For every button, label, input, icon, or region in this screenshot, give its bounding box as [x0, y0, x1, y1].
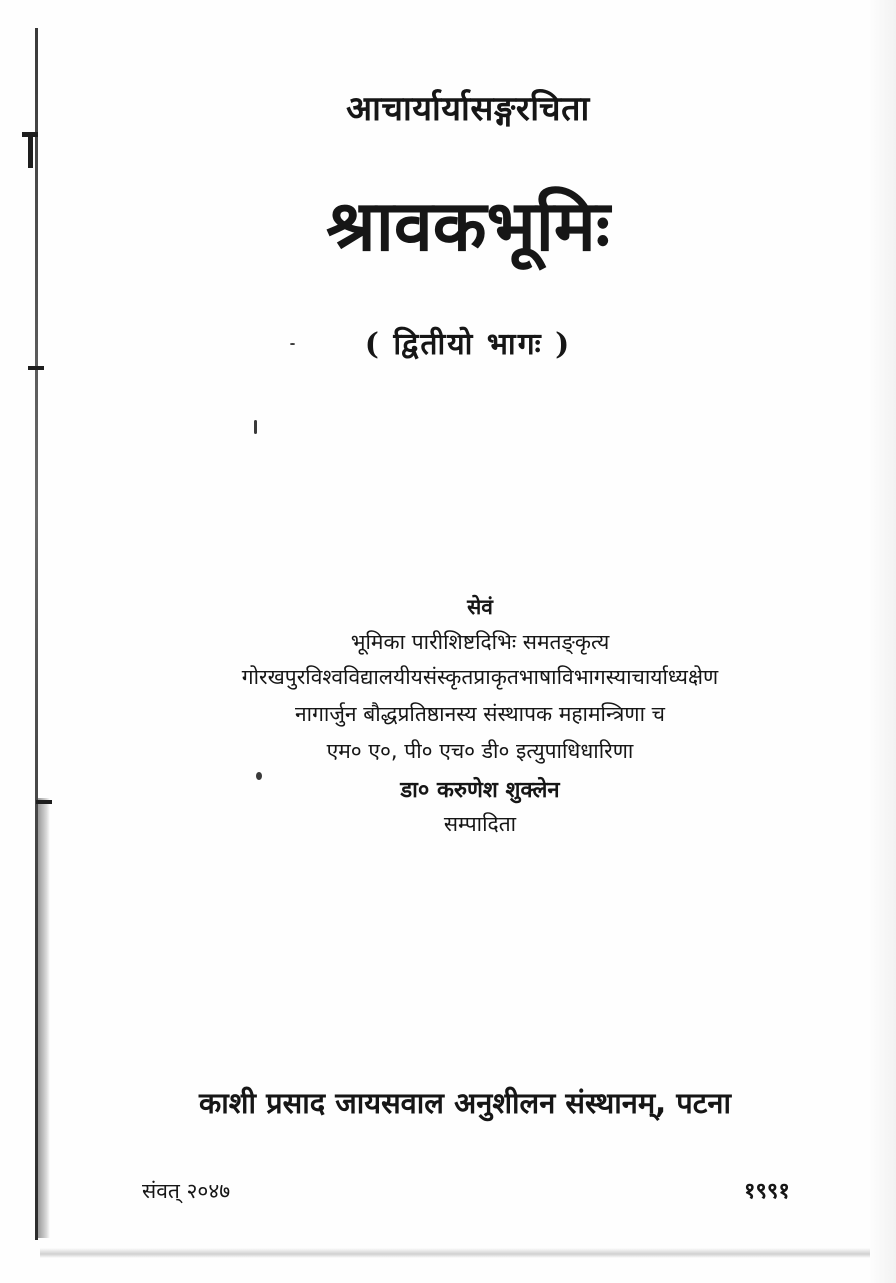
edited-by: सम्पादिता	[443, 812, 517, 836]
book-title: श्रावकभूमिः	[326, 184, 610, 267]
samvat-year: संवत् २०४७	[142, 1179, 231, 1203]
publication-year: १९९१	[744, 1179, 790, 1204]
editorial-line-4: एम० ए०, पी० एच० डी० इत्युपाधिधारिणा	[326, 739, 634, 763]
binding-mark-lower	[36, 800, 52, 804]
editorial-heading: सेवं	[467, 595, 493, 619]
editor-name: डा० करुणेश शुक्लेन	[400, 778, 560, 803]
volume-part: ( द्वितीयो भागः )	[364, 327, 572, 362]
binding-mark-top-stem	[28, 134, 33, 168]
ink-speck	[254, 420, 257, 434]
binding-shadow	[38, 798, 50, 1238]
binding-mark-middle	[28, 366, 44, 370]
editorial-line-3: नागार्जुन बौद्धप्रतिष्ठानस्य संस्थापक महामन्त्रिणा च	[294, 702, 666, 726]
author-line: आचार्यार्यासङ्गरचिता	[346, 89, 590, 129]
page-bottom-shadow	[40, 1248, 870, 1258]
editorial-line-1: भूमिका पारीशिष्टदिभिः समतङ्कृत्य	[350, 630, 610, 654]
editorial-line-2: गोरखपुरविश्वविद्यालयीयसंस्कृतप्राकृतभाषाविभागस्याचार्याध्यक्षेण	[241, 665, 719, 689]
publisher-name: काशी प्रसाद जायसवाल अनुशीलन संस्थानम्, पटना	[199, 1086, 731, 1120]
